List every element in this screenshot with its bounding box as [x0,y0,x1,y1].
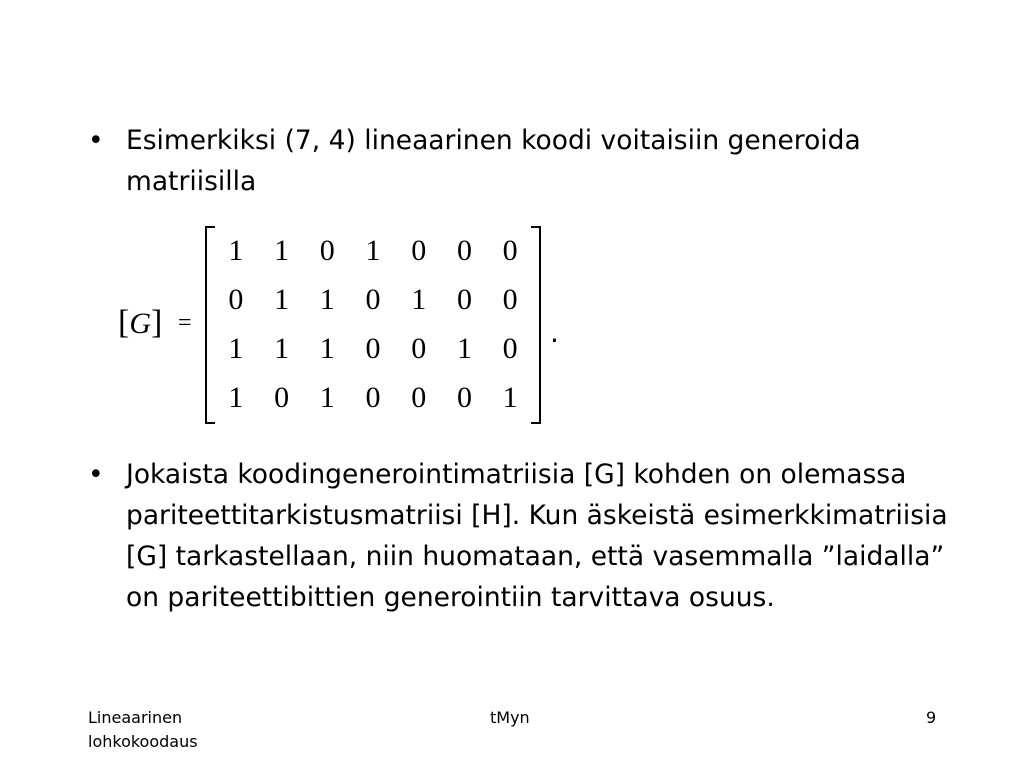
equation-period: . [550,316,559,349]
matrix-cell: 1 [274,282,290,316]
matrix-cell: 0 [456,233,472,267]
matrix-cell: 0 [456,380,472,414]
matrix-row [213,226,533,275]
matrix-row [213,275,533,324]
matrix-cell: 0 [274,380,290,414]
matrix-cell: 0 [411,380,427,414]
bullet-marker: • [88,125,104,156]
matrix-cell: 0 [502,282,518,316]
bullet-item-1 [88,120,948,202]
matrix-cell: 1 [456,331,472,365]
bullet-text: Esimerkiksi (7, 4) lineaarinen koodi voitaisiin generoida matriisilla [126,125,861,197]
matrix [205,226,541,424]
matrix-cell: 1 [319,331,335,365]
matrix-cell: 1 [228,331,244,365]
matrix-cell: 0 [502,233,518,267]
bullet-item-2 [88,454,948,618]
bullet-marker: • [88,459,104,490]
matrix-cell: 0 [502,331,518,365]
matrix-cell: 1 [228,233,244,267]
matrix-rows [213,226,533,422]
symbol-g: G [129,307,151,340]
equals-sign: = [178,310,192,336]
matrix-cell: 1 [274,331,290,365]
matrix-cell: 0 [365,380,381,414]
matrix-cell: 0 [319,233,335,267]
right-bracket: ] [151,304,163,341]
matrix-cell: 1 [319,380,335,414]
matrix-cell: 1 [411,282,427,316]
matrix-cell: 1 [274,233,290,267]
generator-matrix-equation [118,222,578,428]
matrix-cell: 0 [228,282,244,316]
matrix-row [213,373,533,422]
matrix-cell: 0 [411,331,427,365]
matrix-cell: 0 [365,282,381,316]
matrix-row [213,324,533,373]
matrix-cell: 0 [365,331,381,365]
matrix-cell: 1 [228,380,244,414]
matrix-cell: 0 [456,282,472,316]
matrix-cell: 1 [502,380,518,414]
left-bracket: [ [118,304,130,341]
matrix-cell: 1 [319,282,335,316]
page-number: 9 [926,708,937,727]
bullet-text: Jokaista koodingenerointimatriisia [G] kohden on olemassa pariteettitarkistusmatriisi [H]. Kun äskeistä esimerkkimatriisia [G] tarkastellaan, niin huomataan, että vasemmalla ”laidalla” on pariteettibittien generointiin tarvittava osuus. [126,459,948,613]
matrix-cell: 0 [411,233,427,267]
matrix-cell: 1 [365,233,381,267]
footer-author: tMyn [490,708,530,727]
matrix-symbol [118,306,162,340]
footer-title: Lineaarinen lohkokoodaus [88,708,198,751]
